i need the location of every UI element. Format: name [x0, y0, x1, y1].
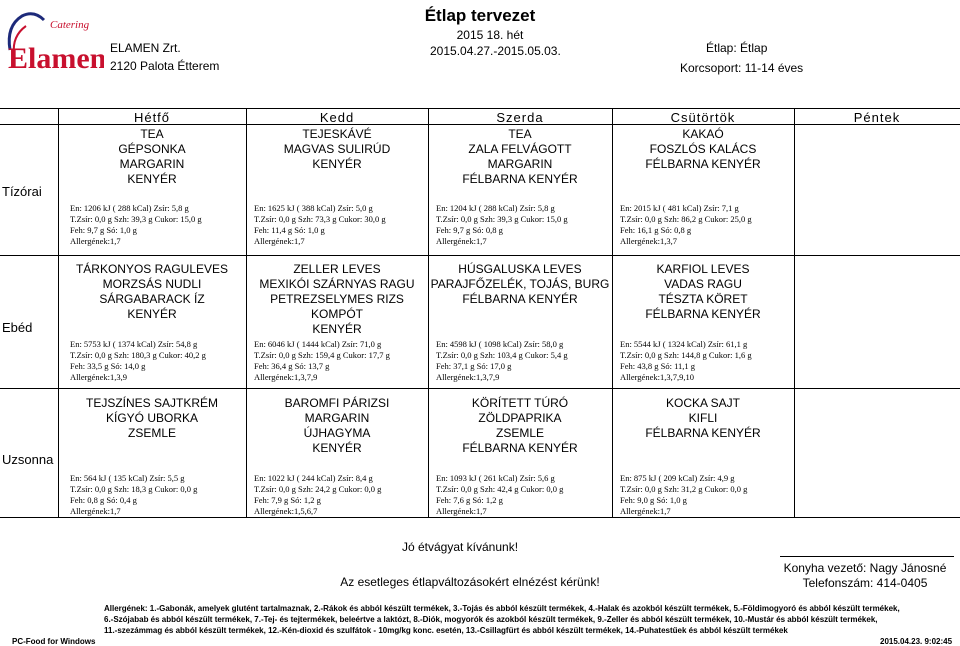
dish-name: PARAJFŐZELÉK, TOJÁS, BURG	[430, 277, 610, 291]
dish-name: VADAS RAGU	[664, 277, 742, 291]
meal-label-morning-snack: Tízórai	[2, 184, 42, 199]
day-header-thursday: Csütörtök	[670, 110, 736, 125]
dish-name: KENYÉR	[312, 441, 362, 455]
day-header-monday: Hétfő	[133, 110, 171, 125]
nutrition-line: Allergének:1,3,7,9	[254, 372, 318, 382]
dish-name: TEA	[140, 127, 164, 141]
print-timestamp: 2015.04.23. 9:02:45	[880, 637, 953, 646]
nutrition-line: Allergének:1,3,7	[620, 236, 677, 246]
page-title: Étlap tervezet	[424, 6, 536, 25]
nutrition-line: Allergének:1,7	[436, 236, 487, 246]
nutrition-line: En: 1206 kJ ( 288 kCal) Zsír: 5,8 g	[70, 203, 189, 213]
nutrition-line: Allergének:1,3,9	[70, 372, 127, 382]
allergen-line: 6.-Szójabab és abból készült termékek, 7.-Tej- és tejtermékek, beleértve a laktózt, 8.-Diók, mogyorók és azokból készült termékek, 9.-Zeller és abból készült termékek, 10.-Mustár és abból készült termékek,	[104, 615, 878, 624]
nutrition-line: Allergének:1,5,6,7	[254, 506, 318, 516]
dish-name: KOCKA SAJT	[665, 396, 741, 410]
nutrition-line: En: 4598 kJ ( 1098 kCal) Zsír: 58,0 g	[436, 339, 564, 349]
allergen-legend	[104, 603, 900, 636]
dish-name: FÉLBARNA KENYÉR	[645, 426, 761, 440]
nutrition-line: En: 2015 kJ ( 481 kCal) Zsír: 7,1 g	[620, 203, 739, 213]
nutrition-line: En: 1625 kJ ( 388 kCal) Zsír: 5,0 g	[254, 203, 373, 213]
nutrition-info	[254, 203, 386, 247]
nutrition-info	[620, 339, 752, 383]
dish-name: MARGARIN	[487, 157, 553, 171]
dish-name: BAROMFI PÁRIZSI	[284, 396, 390, 410]
dish-name: TEJESKÁVÉ	[302, 127, 372, 141]
date-range: 2015.04.27.-2015.05.03.	[430, 44, 561, 58]
nutrition-line: Feh: 7,6 g Só: 1,2 g	[436, 495, 503, 505]
dish-name: KENYÉR	[312, 157, 362, 171]
nutrition-line: Allergének:1,7	[436, 506, 487, 516]
grid-line-bottom	[0, 517, 960, 518]
nutrition-line: En: 5753 kJ ( 1374 kCal) Zsír: 54,8 g	[70, 339, 198, 349]
dish-name: KIFLI	[688, 411, 718, 425]
kitchen-manager: Konyha vezető: Nagy Jánosné	[783, 561, 947, 575]
dish-list	[57, 396, 247, 441]
nutrition-line: Feh: 11,4 g Só: 1,0 g	[254, 225, 325, 235]
dish-name: TEA	[508, 127, 532, 141]
dish-name: KAKAÓ	[682, 127, 724, 141]
dish-name: ZELLER LEVES	[293, 262, 381, 276]
nutrition-line: Allergének:1,7	[620, 506, 671, 516]
dish-name: KENYÉR	[127, 172, 177, 186]
nutrition-line: T.Zsír: 0,0 g Szh: 103,4 g Cukor: 5,4 g	[436, 350, 568, 360]
nutrition-line: Feh: 9,7 g Só: 1,0 g	[70, 225, 137, 235]
meal-label-lunch: Ebéd	[2, 320, 33, 335]
dish-name: MARGARIN	[119, 157, 185, 171]
dish-name: HÚSGALUSKA LEVES	[458, 262, 582, 276]
grid-line-top	[0, 108, 960, 109]
dish-name: MEXIKÓI SZÁRNYAS RAGU	[259, 277, 415, 291]
change-notice: Az esetleges étlapváltozásokért elnézést kérünk!	[340, 575, 600, 589]
nutrition-line: T.Zsír: 0,0 g Szh: 73,3 g Cukor: 30,0 g	[254, 214, 386, 224]
nutrition-line: Feh: 9,7 g Só: 0,8 g	[436, 225, 503, 235]
nutrition-info	[70, 339, 206, 383]
allergen-line: Allergének: 1.-Gabonák, amelyek glutént tartalmaznak, 2.-Rákok és abból készült termékek, 3.-Tojás és abból készült termékek, 4.-Halak és azokból készült termékek, 5.-Földimogyoró és abból készült termékek,	[104, 604, 900, 613]
nutrition-line: Feh: 0,8 g Só: 0,4 g	[70, 495, 137, 505]
dish-name: FÉLBARNA KENYÉR	[462, 441, 578, 455]
nutrition-info	[254, 339, 390, 383]
dish-list	[57, 127, 247, 187]
age-group: Korcsoport: 11-14 éves	[680, 61, 804, 75]
nutrition-line: Feh: 37,1 g Só: 17,0 g	[436, 361, 512, 371]
day-header-wednesday: Szerda	[496, 110, 544, 125]
dish-name: MARGARIN	[304, 411, 370, 425]
dish-name: KÍGYÓ UBORKA	[105, 411, 199, 425]
nutrition-line: Allergének:1,3,7,9	[436, 372, 500, 382]
nutrition-line: Feh: 16,1 g Só: 0,8 g	[620, 225, 692, 235]
nutrition-line: En: 5544 kJ ( 1324 kCal) Zsír: 61,1 g	[620, 339, 748, 349]
nutrition-line: T.Zsír: 0,0 g Szh: 31,2 g Cukor: 0,0 g	[620, 484, 748, 494]
dish-name: PETREZSELYMES RIZS	[270, 292, 404, 306]
nutrition-line: Allergének:1,7	[254, 236, 305, 246]
dish-name: KOMPÓT	[310, 307, 363, 321]
dish-list	[425, 396, 615, 456]
dish-name: SÁRGABARACK ÍZ	[99, 292, 205, 306]
logo-wordmark: Elamen	[8, 42, 104, 75]
nutrition-line: T.Zsír: 0,0 g Szh: 42,4 g Cukor: 0,0 g	[436, 484, 564, 494]
greeting: Jó étvágyat kívánunk!	[401, 540, 519, 554]
dish-name: ZALA FELVÁGOTT	[468, 142, 572, 156]
nutrition-line: En: 564 kJ ( 135 kCal) Zsír: 5,5 g	[70, 473, 185, 483]
nutrition-line: Allergének:1,3,7,9,10	[620, 372, 694, 382]
dish-list	[425, 262, 615, 307]
dish-name: ZSEMLE	[495, 426, 544, 440]
nutrition-line: Feh: 43,8 g Só: 11,1 g	[620, 361, 696, 371]
dish-name: TÉSZTA KÖRET	[658, 292, 748, 306]
nutrition-line: En: 1204 kJ ( 288 kCal) Zsír: 5,8 g	[436, 203, 555, 213]
nutrition-line: En: 875 kJ ( 209 kCal) Zsír: 4,9 g	[620, 473, 735, 483]
nutrition-line: T.Zsír: 0,0 g Szh: 39,3 g Cukor: 15,0 g	[436, 214, 568, 224]
menu-type: Étlap: Étlap	[706, 41, 768, 55]
dish-list	[608, 127, 798, 172]
nutrition-info	[436, 339, 568, 383]
nutrition-info	[436, 203, 568, 247]
phone-number: Telefonszám: 414-0405	[802, 576, 928, 590]
dish-name: KARFIOL LEVES	[656, 262, 750, 276]
nutrition-line: T.Zsír: 0,0 g Szh: 24,2 g Cukor: 0,0 g	[254, 484, 382, 494]
dish-list	[57, 262, 247, 322]
nutrition-line: T.Zsír: 0,0 g Szh: 39,3 g Cukor: 15,0 g	[70, 214, 202, 224]
dish-list	[608, 396, 798, 441]
nutrition-info	[70, 203, 202, 247]
dish-name: MAGVAS SULIRÚD	[283, 142, 391, 156]
dish-list	[242, 127, 432, 172]
dish-name: MORZSÁS NUDLI	[102, 277, 202, 291]
dish-name: FÉLBARNA KENYÉR	[645, 157, 761, 171]
nutrition-line: Allergének:1,7	[70, 506, 121, 516]
dish-list	[242, 262, 432, 337]
dish-name: FOSZLÓS KALÁCS	[649, 142, 757, 156]
dish-name: GÉPSONKA	[118, 142, 186, 156]
allergen-line: 11.-szezámmag és abból készült termékek, 12.-Kén-dioxid és szulfátok - 10mg/kg konc. esetén, 13.-Csillagfürt és abból készült termékek, 14.-Puhatestűek és abból készült termékek	[104, 626, 788, 635]
grid-line-lunch	[0, 255, 960, 256]
nutrition-info	[436, 473, 563, 517]
dish-name: TÁRKONYOS RAGULEVES	[75, 262, 229, 276]
nutrition-line: Feh: 33,5 g Só: 14,0 g	[70, 361, 146, 371]
nutrition-line: Feh: 9,0 g Só: 1,0 g	[620, 495, 687, 505]
nutrition-line: En: 6046 kJ ( 1444 kCal) Zsír: 71,0 g	[254, 339, 382, 349]
nutrition-info	[620, 473, 747, 517]
company-name: ELAMEN Zrt.	[110, 41, 181, 55]
nutrition-info	[620, 203, 752, 247]
nutrition-info	[254, 473, 381, 517]
meal-label-afternoon-snack: Uzsonna	[2, 452, 54, 467]
dish-name: KENYÉR	[127, 307, 177, 321]
unit-name: 2120 Palota Étterem	[110, 59, 220, 73]
logo-subtitle: Catering	[50, 19, 90, 31]
dish-name: FÉLBARNA KENYÉR	[462, 292, 578, 306]
dish-list	[608, 262, 798, 322]
dish-name: ZSEMLE	[127, 426, 176, 440]
dish-name: ÚJHAGYMA	[303, 426, 371, 440]
dish-name: TEJSZÍNES SAJTKRÉM	[85, 396, 219, 410]
dish-list	[425, 127, 615, 187]
nutrition-line: En: 1022 kJ ( 244 kCal) Zsír: 8,4 g	[254, 473, 373, 483]
nutrition-line: T.Zsír: 0,0 g Szh: 144,8 g Cukor: 1,6 g	[620, 350, 752, 360]
nutrition-line: T.Zsír: 0,0 g Szh: 86,2 g Cukor: 25,0 g	[620, 214, 752, 224]
dish-name: KENYÉR	[312, 322, 362, 336]
dish-name: ZÖLDPAPRIKA	[478, 411, 562, 425]
week-label: 2015 18. hét	[456, 28, 524, 42]
dish-name: FÉLBARNA KENYÉR	[645, 307, 761, 321]
day-header-friday: Péntek	[853, 110, 901, 125]
nutrition-line: T.Zsír: 0,0 g Szh: 159,4 g Cukor: 17,7 g	[254, 350, 390, 360]
dish-name: KÖRÍTETT TÚRÓ	[471, 396, 569, 410]
nutrition-line: Feh: 7,9 g Só: 1,2 g	[254, 495, 321, 505]
nutrition-line: Feh: 36,4 g Só: 13,7 g	[254, 361, 330, 371]
software-name: PC-Food for Windows	[12, 637, 96, 646]
dish-list	[242, 396, 432, 456]
nutrition-info	[70, 473, 197, 517]
dish-name: FÉLBARNA KENYÉR	[462, 172, 578, 186]
nutrition-line: T.Zsír: 0,0 g Szh: 180,3 g Cukor: 40,2 g	[70, 350, 206, 360]
nutrition-line: En: 1093 kJ ( 261 kCal) Zsír: 5,6 g	[436, 473, 555, 483]
grid-line-snack	[0, 388, 960, 389]
day-header-tuesday: Kedd	[319, 110, 355, 125]
nutrition-line: Allergének:1,7	[70, 236, 121, 246]
signature-line	[780, 556, 954, 557]
nutrition-line: T.Zsír: 0,0 g Szh: 18,3 g Cukor: 0,0 g	[70, 484, 198, 494]
